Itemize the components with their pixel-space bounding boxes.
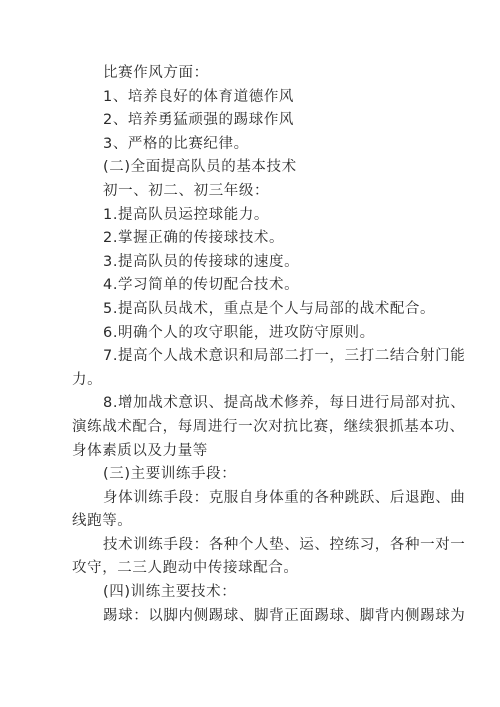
paragraph-item-2: 2、培养勇猛顽强的踢球作风 <box>103 112 295 129</box>
paragraph-item-1: 1、培养良好的体育道德作风 <box>103 88 295 105</box>
technical-training-line-2: 攻守，二三人跑动中传接球配合。 <box>72 560 299 577</box>
technical-training-line-1: 技术训练手段：各种个人垫、运、控练习，各种一对一 <box>103 536 466 553</box>
list-item-5: 5.提高队员战术，重点是个人与局部的战术配合。 <box>103 300 436 317</box>
section-heading-2: (二)全面提高队员的基本技术 <box>103 159 297 176</box>
list-item-8-line-1: 8.增加战术意识、提高战术修养，每日进行局部对抗、 <box>103 395 466 412</box>
paragraph-item-3: 3、严格的比赛纪律。 <box>103 135 249 152</box>
paragraph-match-style-heading: 比赛作风方面： <box>103 65 209 81</box>
list-item-7-line-1: 7.提高个人战术意识和局部二打一，三打二结合射门能 <box>103 348 466 365</box>
list-item-7-line-2: 力。 <box>72 371 103 388</box>
list-item-8-line-2: 演练战术配合，每周进行一次对抗比赛，继续狠抓基本功、 <box>72 418 465 435</box>
grade-levels-label: 初一、初二、初三年级： <box>103 182 270 199</box>
list-item-3: 3.提高队员的传接球的速度。 <box>103 253 300 270</box>
section-heading-4: (四)训练主要技术： <box>103 584 237 601</box>
section-heading-3: (三)主要训练手段： <box>103 466 237 483</box>
physical-training-line-1: 身体训练手段：克服自身体重的各种跳跃、后退跑、曲 <box>103 489 466 506</box>
list-item-8-line-3: 身体素质以及力量等 <box>72 442 208 459</box>
list-item-1: 1.提高队员运控球能力。 <box>103 206 270 223</box>
physical-training-line-2: 线跑等。 <box>72 513 133 530</box>
document-body <box>72 62 466 628</box>
kicking-technique-line: 踢球：以脚内侧踢球、脚背正面踢球、脚背内侧踢球为 <box>103 607 466 624</box>
list-item-6: 6.明确个人的攻守职能，进攻防守原则。 <box>103 324 375 341</box>
list-item-4: 4.学习简单的传切配合技术。 <box>103 277 300 294</box>
list-item-2: 2.掌握正确的传接球技术。 <box>103 230 285 247</box>
